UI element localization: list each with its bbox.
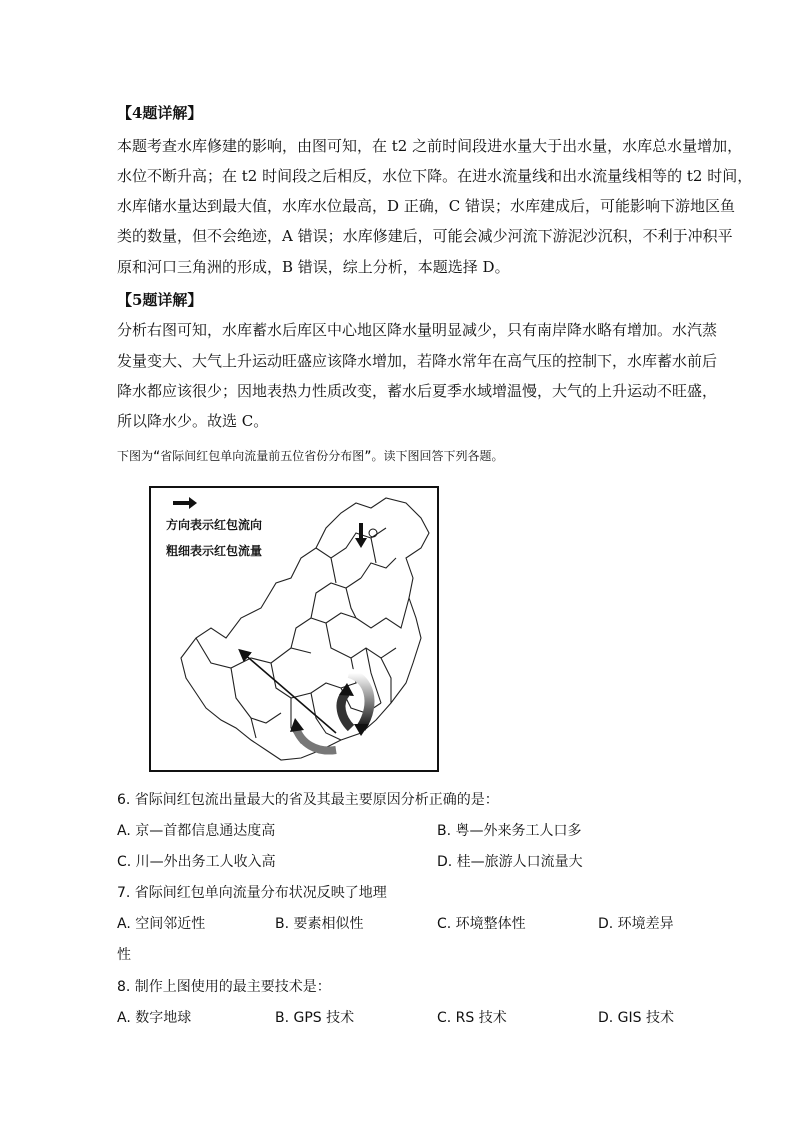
q5-line-2: 发量变大、大气上升运动旺盛应该降水增加，若降水常年在高气压的控制下，水库蓄水前后 <box>117 352 718 370</box>
q5-line-1: 分析右图可知，水库蓄水后库区中心地区降水量明显减少，只有南岸降水略有增加。水汽蒸 <box>117 321 718 339</box>
q4-line-1: 本题考查水库修建的影响，由图可知，在 t2 之前时间段进水量大于出水量，水库总水量增加， <box>117 137 743 155</box>
question-8-stem: 8. 制作上图使用的最主要技术是： <box>117 979 331 995</box>
province-outlines <box>181 498 429 760</box>
question-6-stem: 6. 省际间红包流出量最大的省及其最主要原因分析正确的是： <box>117 792 499 808</box>
figure-intro: 下图为“省际间红包单向流量前五位省份分布图”。读下图回答下列各题。 <box>117 449 504 463</box>
question-7-option-d[interactable]: D. 环境差异 <box>598 916 674 932</box>
sichuan-flow-arrow-icon <box>243 653 336 733</box>
question-6-option-b[interactable]: B. 粤—外来务工人口多 <box>437 823 582 839</box>
question-7-option-d-wrap: 性 <box>117 947 131 963</box>
question-8-option-a[interactable]: A. 数字地球 <box>117 1010 192 1026</box>
question-7-option-c[interactable]: C. 环境整体性 <box>437 916 526 932</box>
question-7-option-a[interactable]: A. 空间邻近性 <box>117 916 206 932</box>
legend-thickness: 粗细表示红包流量 <box>166 544 263 558</box>
legend-direction: 方向表示红包流向 <box>166 518 263 532</box>
question-6-option-d[interactable]: D. 桂—旅游人口流量大 <box>437 854 583 870</box>
beijing-arrow-icon <box>355 523 377 548</box>
question-8-option-c[interactable]: C. RS 技术 <box>437 1010 507 1026</box>
q4-line-5: 原和河口三角洲的形成，B 错误，综上分析，本题选择 D。 <box>117 258 510 276</box>
q5-heading: 【5题详解】 <box>117 291 203 309</box>
question-8-option-b[interactable]: B. GPS 技术 <box>275 1010 355 1026</box>
legend-arrow-icon <box>173 497 197 509</box>
question-8-option-d[interactable]: D. GIS 技术 <box>598 1010 674 1026</box>
q4-line-4: 类的数量，但不会绝迹，A 错误；水库修建后，可能会减少河流下游泥沙沉积，不利于冲积平 <box>117 227 733 245</box>
q5-line-3: 降水都应该很少；因地表热力性质改变，蓄水后夏季水域增温慢，大气的上升运动不旺盛， <box>117 382 718 400</box>
q4-heading: 【4题详解】 <box>117 104 203 122</box>
question-6-option-a[interactable]: A. 京—首都信息通达度高 <box>117 823 276 839</box>
question-6-option-c[interactable]: C. 川—外出务工人收入高 <box>117 854 276 870</box>
question-7-stem: 7. 省际间红包单向流量分布状况反映了地理 <box>117 885 387 901</box>
q4-line-2: 水位不断升高；在 t2 时间段之后相反，水位下降。在进水流量线和出水流量线相等的 t2 时间， <box>117 167 753 185</box>
q4-line-3: 水库储水量达到最大值，水库水位最高，D 正确，C 错误；水库建成后，可能影响下游地区鱼 <box>117 197 736 215</box>
question-7-option-b[interactable]: B. 要素相似性 <box>275 916 364 932</box>
q5-line-4: 所以降水少。故选 C。 <box>117 412 269 430</box>
